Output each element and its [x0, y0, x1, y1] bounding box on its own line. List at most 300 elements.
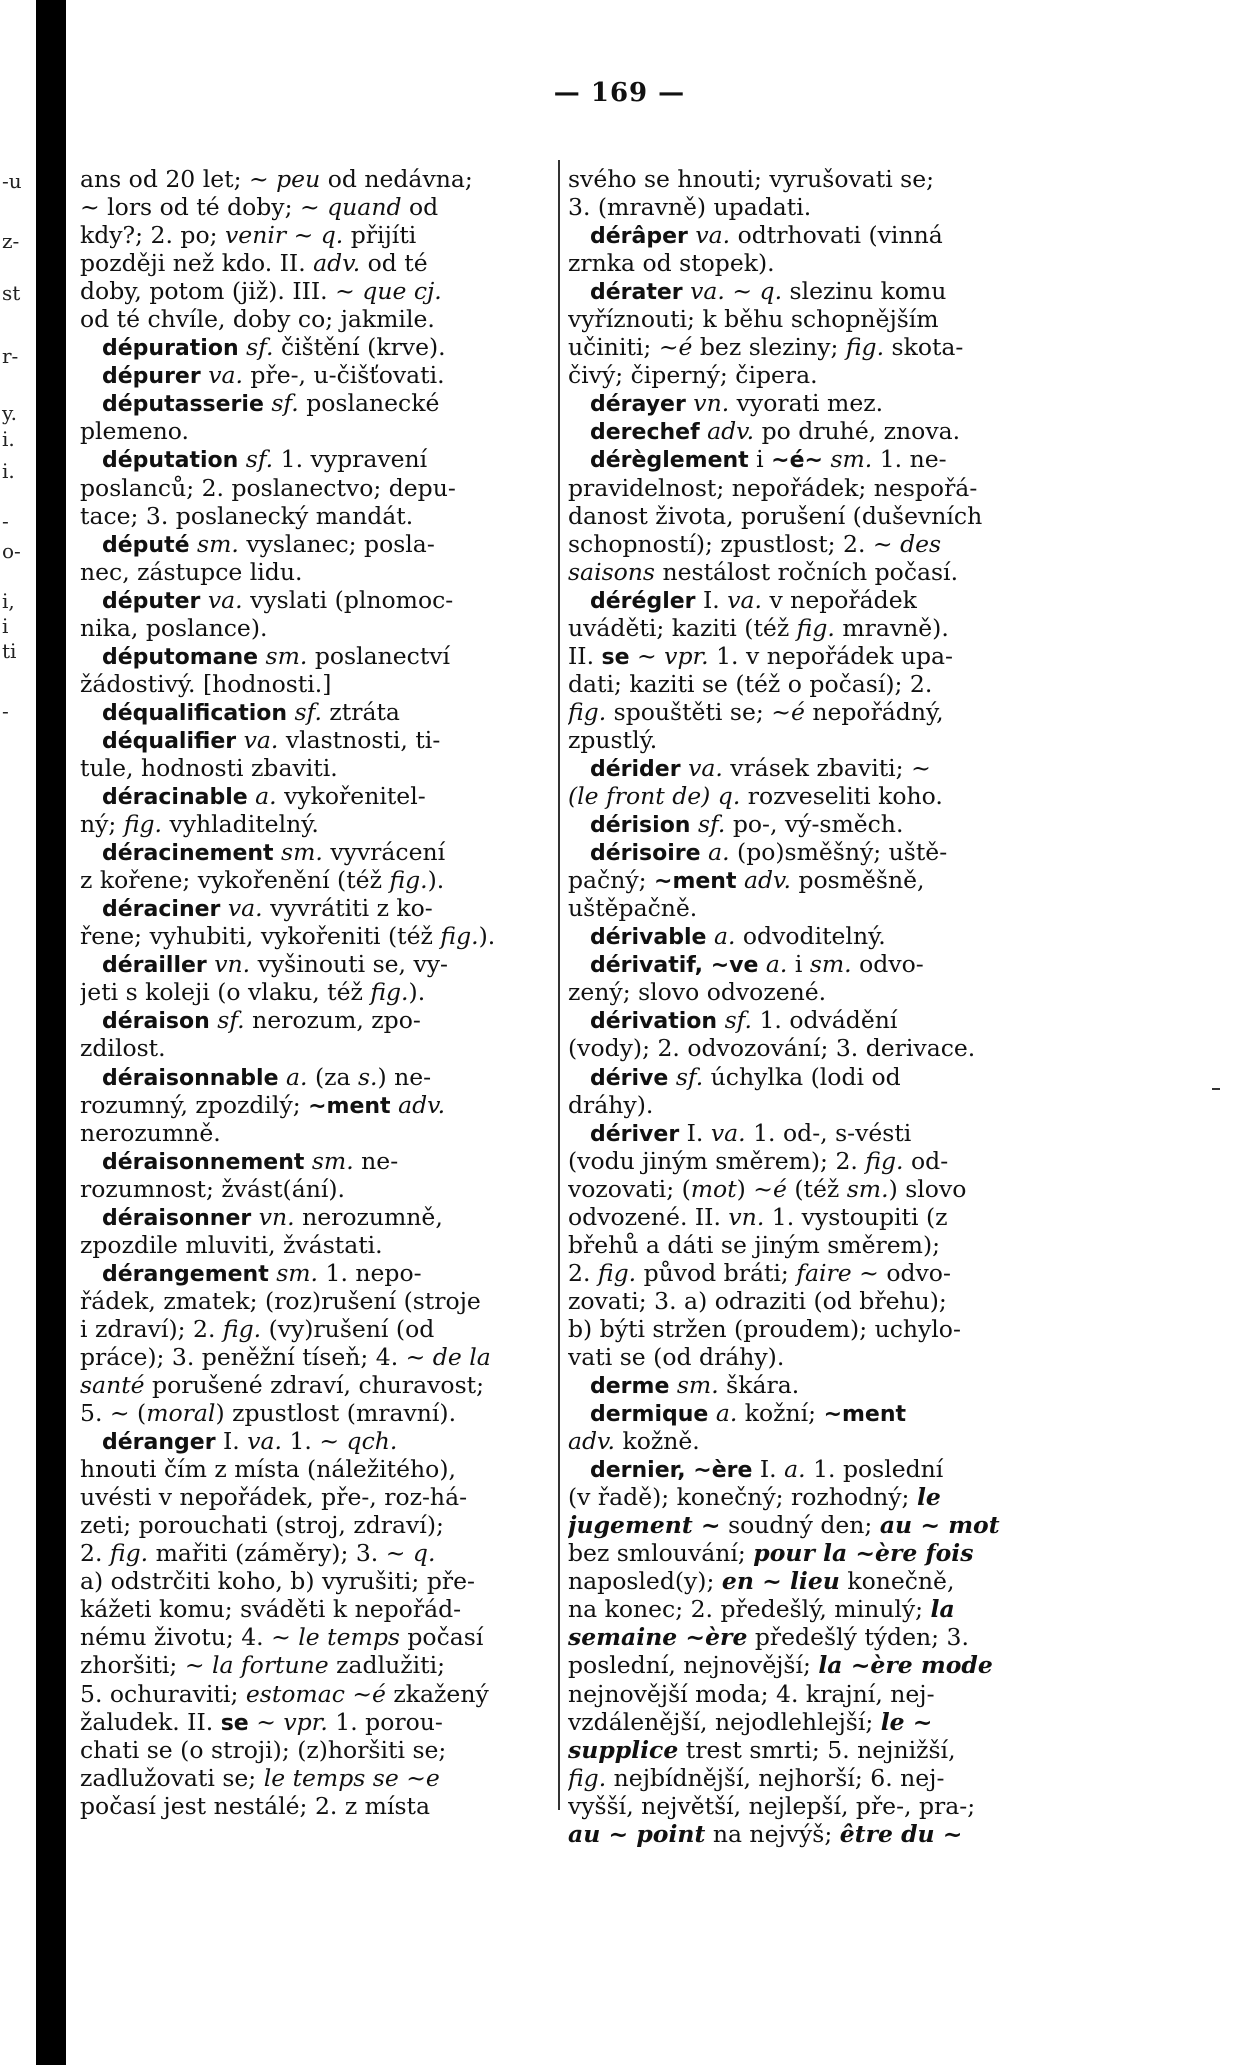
definition-text: kážeti komu; sváděti k nepořád-: [80, 1595, 462, 1624]
definition-text: [669, 1371, 676, 1399]
text-line: [568, 1006, 1063, 1034]
definition-text: ) zpustlost (mravní).: [215, 1399, 457, 1428]
text-line: [80, 1511, 552, 1539]
text-line: [80, 922, 552, 950]
definition-text: 1. vypravení: [273, 445, 428, 474]
definition-text: po druhé, znova.: [754, 417, 961, 446]
grammar-label: sf.: [246, 333, 274, 362]
headword: dérive: [590, 1065, 669, 1091]
headword: déraisonnable: [102, 1065, 279, 1091]
text-line: [80, 1399, 552, 1427]
text-line: [568, 474, 1063, 502]
definition-text: práce); 3. peněžní tíseň; 4.: [80, 1342, 406, 1371]
text-line: [80, 1764, 552, 1792]
definition-text: ).: [427, 866, 445, 895]
definition-text: doby, potom (již). III.: [80, 277, 336, 306]
headword: se: [601, 644, 630, 670]
definition-text: [391, 1091, 398, 1119]
grammar-label: va.: [243, 725, 279, 754]
previous-page-fragment: i,: [2, 589, 15, 613]
grammar-label: fig.: [109, 1539, 149, 1568]
text-line: [80, 1203, 552, 1231]
grammar-label: ~ vpr.: [637, 641, 709, 670]
text-line: [568, 866, 1063, 894]
text-line: [80, 417, 552, 445]
definition-text: ) slovo: [888, 1174, 967, 1203]
text-line: [80, 1315, 552, 1343]
text-line: [80, 389, 552, 417]
text-line: [80, 754, 552, 782]
text-line: [568, 922, 1063, 950]
text-line: [568, 1034, 1063, 1062]
definition-text: rozveseliti koho.: [740, 782, 943, 811]
definition-text: bez smlouvání;: [568, 1539, 754, 1568]
definition-text: [251, 1203, 258, 1231]
grammar-label: va.: [247, 1427, 283, 1456]
definition-text: 2.: [80, 1539, 110, 1568]
definition-text: [200, 586, 207, 614]
definition-text: od té: [360, 249, 428, 278]
headword: dépuration: [102, 336, 239, 362]
previous-page-fragment: o-: [2, 539, 21, 563]
definition-text: pačný;: [568, 866, 655, 895]
text-line: [568, 417, 1063, 445]
definition-text: zovati; 3. a) odraziti (od břehu);: [568, 1286, 947, 1315]
text-line: [568, 1651, 1063, 1679]
headword: députomane: [102, 644, 259, 670]
text-line: [568, 1063, 1063, 1091]
definition-text: poslanectví: [307, 641, 451, 670]
text-line: [80, 1343, 552, 1371]
text-line: [80, 866, 552, 894]
grammar-label: sf.: [271, 389, 299, 418]
definition-text: vyvrácení: [322, 838, 446, 867]
text-line: [568, 810, 1063, 838]
grammar-label: fig.: [796, 613, 835, 642]
grammar-label: fig.: [440, 922, 479, 951]
definition-text: [668, 1063, 675, 1091]
grammar-label: adv.: [313, 249, 361, 278]
grammar-label: sf.: [245, 445, 274, 474]
grammar-label: fig.: [845, 333, 885, 362]
previous-page-fragment: i.: [2, 427, 15, 451]
definition-text: žaludek. II.: [80, 1707, 221, 1736]
definition-text: I.: [695, 585, 728, 614]
text-line: [568, 333, 1063, 361]
grammar-label: va.: [227, 894, 263, 923]
text-line: [568, 726, 1063, 754]
definition-text: později než kdo. II.: [80, 249, 314, 278]
headword: dérivable: [590, 925, 707, 951]
previous-page-fragment: -u: [2, 169, 22, 193]
headword: dérâper: [590, 224, 688, 250]
definition-text: na konec; 2. předešlý, minulý;: [568, 1595, 931, 1624]
text-line: [568, 782, 1063, 810]
text-line: [568, 1623, 1063, 1651]
definition-text: vyorati mez.: [729, 389, 884, 418]
text-line: [568, 193, 1063, 221]
definition-text: vyšší, největší, nejlepší, pře-, pra-;: [568, 1791, 976, 1820]
definition-text: ~ lors od té doby;: [80, 193, 300, 222]
definition-text: vzdálenější, nejodlehlejší;: [568, 1707, 881, 1736]
previous-page-fragment: z-: [2, 229, 20, 253]
text-line: [568, 1119, 1063, 1147]
definition-text: zeti; porouchati (stroj, zdraví);: [80, 1511, 444, 1540]
phrase-example: supplice: [568, 1735, 679, 1764]
headword: ~ment: [823, 1402, 907, 1428]
text-line: [568, 1567, 1063, 1595]
text-line: [568, 1483, 1063, 1511]
text-line: [80, 1595, 552, 1623]
headword: déqualification: [102, 700, 288, 726]
definition-text: vyslanec; posla-: [238, 529, 435, 558]
text-line: [568, 305, 1063, 333]
previous-page-fragment: y.: [2, 401, 17, 425]
definition-text: slezinu komu: [782, 277, 947, 306]
definition-text: zadlužiti;: [328, 1651, 446, 1680]
grammar-label: sf.: [675, 1062, 704, 1091]
margin-mark: [1212, 1088, 1220, 1090]
grammar-label: sm.: [846, 1174, 889, 1203]
text-line: [80, 361, 552, 389]
headword: déqualifier: [102, 728, 237, 754]
definition-text: jeti s koleji (o vlaku, též: [80, 978, 371, 1007]
text-line: [80, 1371, 552, 1399]
definition-text: 1. porou-: [327, 1707, 443, 1736]
definition-text: hnouti čím z místa (náležitého),: [80, 1455, 456, 1484]
text-line: [80, 1091, 552, 1119]
definition-text: (vodu jiným směrem); 2.: [568, 1146, 866, 1175]
definition-text: [630, 642, 637, 670]
headword: dérèglement: [590, 448, 749, 474]
definition-text: plemeno.: [80, 417, 189, 446]
headword: dernier, ~ère: [590, 1458, 753, 1484]
grammar-label: sm.: [265, 641, 308, 670]
definition-text: a) odstrčiti koho, b) vyrušiti; pře-: [80, 1567, 475, 1596]
definition-text: 1. vystoupiti (z: [764, 1202, 948, 1231]
text-line: [568, 1203, 1063, 1231]
grammar-label: ~ le temps: [271, 1623, 400, 1652]
text-line: [568, 1736, 1063, 1764]
definition-text: nerozumně,: [294, 1202, 443, 1231]
headword: déraciner: [102, 897, 221, 923]
definition-text: od té chvíle, doby co; jakmile.: [80, 305, 435, 334]
headword: dermique: [590, 1402, 709, 1428]
text-line: [80, 333, 552, 361]
text-line: [80, 642, 552, 670]
definition-text: nepořádný,: [804, 697, 944, 726]
definition-text: vykořenitel-: [276, 782, 426, 811]
definition-text: uvésti v nepořádek, pře-, roz-há-: [80, 1483, 468, 1512]
definition-text: od-: [903, 1146, 949, 1175]
definition-text: nerozum, zpo-: [244, 1006, 421, 1035]
headword: dérailler: [102, 953, 207, 979]
text-line: [568, 586, 1063, 614]
phrase-example: semaine ~ère: [568, 1623, 748, 1652]
definition-text: čivý; čiperný; čipera.: [568, 361, 818, 390]
text-line: [80, 305, 552, 333]
definition-text: 1. odvádění: [751, 1006, 898, 1035]
definition-text: poslední, nejnovější;: [568, 1651, 819, 1680]
definition-text: I.: [679, 1118, 711, 1147]
grammar-label: sf.: [294, 697, 322, 726]
text-line: [568, 165, 1063, 193]
text-line: [80, 894, 552, 922]
phrase-example: au ~ point: [568, 1819, 706, 1848]
definition-text: kdy?; 2. po;: [80, 221, 226, 250]
definition-text: 1. v nepořádek upa-: [708, 641, 953, 670]
definition-text: chati se (o stroji); (z)horšiti se;: [80, 1735, 447, 1764]
definition-text: [717, 1006, 724, 1034]
grammar-label: a.: [713, 922, 736, 951]
text-line: [80, 782, 552, 810]
text-line: [568, 1371, 1063, 1399]
definition-text: [190, 530, 197, 558]
grammar-label: ~ de la: [405, 1342, 491, 1371]
dictionary-column-left: [80, 165, 552, 1820]
phrase-example: au ~ mot: [879, 1511, 1000, 1540]
definition-text: zrnka od stopek).: [568, 249, 775, 278]
definition-text: uváděti; kaziti (též: [568, 613, 797, 642]
text-line: [80, 1792, 552, 1820]
grammar-label: faire ~: [796, 1258, 879, 1287]
text-line: [568, 1399, 1063, 1427]
previous-page-fragment: i.: [2, 459, 15, 483]
definition-text: dati; kaziti se (též o počasí); 2.: [568, 669, 933, 698]
text-line: [568, 221, 1063, 249]
text-line: [80, 558, 552, 586]
definition-text: ztráta: [321, 697, 400, 726]
phrase-example: le ~: [880, 1707, 933, 1736]
definition-text: vyšinouti se, vy-: [250, 950, 448, 979]
definition-text: [238, 445, 245, 473]
definition-text: [236, 726, 243, 754]
grammar-label: va.: [695, 221, 731, 250]
definition-text: (po)směšný; uště-: [729, 838, 948, 867]
definition-text: zkažený: [385, 1679, 489, 1708]
text-line: [568, 361, 1063, 389]
headword: députasserie: [102, 392, 264, 418]
headword: ~ment: [308, 1093, 391, 1119]
text-line: [80, 1623, 552, 1651]
grammar-label: fig.: [123, 810, 162, 839]
grammar-label: ~ q.: [385, 1539, 436, 1568]
definition-text: 2.: [568, 1258, 598, 1287]
definition-text: naposled(y);: [568, 1567, 722, 1596]
previous-page-fragment: r-: [2, 344, 19, 368]
definition-text: zhoršiti;: [80, 1651, 185, 1680]
definition-text: 3. (mravně) upadati.: [568, 193, 812, 222]
headword: derme: [590, 1374, 670, 1400]
grammar-label: sf.: [724, 1006, 752, 1035]
grammar-label: sm.: [197, 529, 239, 558]
definition-text: [304, 1147, 311, 1175]
definition-text: žádostivý. [hodnosti.]: [80, 669, 332, 698]
text-line: [80, 1034, 552, 1062]
text-line: [568, 1175, 1063, 1203]
headword: dérégler: [590, 588, 696, 614]
text-line: [80, 221, 552, 249]
grammar-label: ~ qch.: [319, 1427, 398, 1456]
grammar-label: sm.: [276, 1258, 319, 1287]
text-line: [568, 502, 1063, 530]
definition-text: [239, 333, 246, 361]
definition-text: (vody); 2. odvozování; 3. derivace.: [568, 1034, 976, 1063]
definition-text: I.: [752, 1455, 785, 1484]
grammar-label: a.: [255, 782, 277, 811]
text-line: [80, 1175, 552, 1203]
definition-text: nejbídnější, nejhorší; 6. nej-: [606, 1763, 945, 1792]
definition-text: i: [748, 445, 772, 474]
definition-text: [287, 698, 294, 726]
definition-text: porušené zdraví, churavost;: [144, 1371, 484, 1400]
grammar-label: fig.: [597, 1258, 637, 1287]
definition-text: vyhladitelný.: [162, 810, 319, 839]
grammar-label: ~é: [771, 697, 805, 726]
phrase-example: être du ~: [839, 1819, 963, 1848]
definition-text: počasí jest nestálé; 2. z místa: [80, 1791, 430, 1820]
text-line: [80, 978, 552, 1006]
text-line: [568, 1091, 1063, 1119]
headword: député: [102, 532, 190, 558]
page-right-edge: [1230, 0, 1239, 2065]
definition-text: zpustlý.: [568, 725, 658, 754]
text-line: [80, 1231, 552, 1259]
previous-page-fragment: st: [2, 281, 21, 305]
text-line: [568, 1511, 1063, 1539]
grammar-label: santé: [80, 1371, 145, 1400]
previous-page-edge: [0, 0, 36, 2065]
definition-text: 1.: [282, 1427, 320, 1456]
definition-text: ný;: [80, 810, 124, 839]
headword: ~ment: [654, 869, 737, 895]
text-line: [80, 1119, 552, 1147]
definition-text: poslanecké: [298, 389, 440, 418]
definition-text: 5. ~ (: [80, 1399, 147, 1428]
phrase-example: la: [930, 1595, 955, 1624]
text-line: [80, 1567, 552, 1595]
text-line: [80, 445, 552, 473]
text-line: [80, 586, 552, 614]
grammar-label: sf.: [697, 810, 726, 839]
grammar-label: a.: [715, 1399, 738, 1428]
grammar-label: ~ la fortune: [184, 1651, 329, 1680]
grammar-label: a.: [784, 1455, 806, 1484]
text-line: [568, 754, 1063, 782]
text-line: [80, 1680, 552, 1708]
definition-text: původ bráti;: [636, 1258, 797, 1287]
definition-text: ).: [478, 922, 496, 951]
definition-text: vrásek zbaviti;: [722, 753, 912, 782]
text-line: [568, 1427, 1063, 1455]
grammar-label: adv.: [398, 1090, 446, 1119]
phrase-example: jugement ~: [568, 1511, 721, 1540]
text-line: [80, 1427, 552, 1455]
previous-page-fragment: ti: [2, 639, 17, 663]
text-line: [80, 726, 552, 754]
grammar-label: ~é: [658, 333, 693, 362]
grammar-label: adv.: [568, 1427, 616, 1456]
grammar-label: sm.: [311, 1146, 354, 1175]
definition-text: odvo-: [878, 1258, 951, 1287]
definition-text: danost života, porušení (duševních: [568, 501, 983, 530]
text-line: [568, 389, 1063, 417]
grammar-label: ~é: [753, 1174, 787, 1203]
grammar-label: ~: [911, 753, 931, 782]
definition-text: tace; 3. poslanecký mandát.: [80, 501, 414, 530]
text-line: [80, 165, 552, 193]
definition-text: učiniti;: [568, 333, 659, 362]
headword: se: [220, 1710, 249, 1736]
text-line: [80, 1063, 552, 1091]
headword: dépurer: [102, 364, 201, 390]
grammar-label: sm.: [830, 445, 873, 474]
definition-text: přijíti: [343, 221, 417, 250]
definition-text: nejnovější moda; 4. krajní, nej-: [568, 1679, 935, 1708]
definition-text: [708, 1399, 715, 1427]
definition-text: kožně.: [615, 1427, 700, 1456]
definition-text: ): [736, 1174, 754, 1203]
grammar-label: fig.: [568, 697, 607, 726]
definition-text: konečně,: [839, 1567, 955, 1596]
text-line: [568, 1595, 1063, 1623]
definition-text: dráhy).: [568, 1090, 654, 1119]
definition-text: škára.: [718, 1371, 800, 1400]
book-gutter: [36, 0, 66, 2065]
text-line: [568, 445, 1063, 473]
grammar-label: vn.: [693, 389, 730, 418]
grammar-label: s.: [357, 1062, 378, 1091]
headword: dérisoire: [590, 841, 701, 867]
headword: dérider: [590, 756, 681, 782]
definition-text: řádek, zmatek; (roz)rušení (stroje: [80, 1286, 481, 1315]
definition-text: svého se hnouti; vyrušovati se;: [568, 165, 935, 193]
definition-text: po-, vý-směch.: [725, 810, 904, 839]
definition-text: odvoditelný.: [735, 922, 886, 951]
text-line: [568, 1343, 1063, 1371]
definition-text: čištění (krve).: [273, 333, 446, 362]
phrase-example: le: [916, 1483, 941, 1512]
definition-text: z kořene; vykořenění (též: [80, 866, 390, 895]
definition-text: b) býti stržen (proudem); uchylo-: [568, 1314, 961, 1343]
text-line: [80, 1287, 552, 1315]
grammar-label: fig.: [389, 866, 428, 895]
definition-text: i: [787, 950, 810, 979]
grammar-label: venir ~ q.: [225, 221, 344, 250]
grammar-label: va.: [727, 585, 762, 614]
grammar-label: moral: [146, 1399, 216, 1428]
definition-text: schopností); zpustlost; 2.: [568, 529, 873, 558]
definition-text: [220, 894, 227, 922]
text-line: [568, 1820, 1063, 1848]
grammar-label: va.: [207, 585, 243, 614]
grammar-label: va.: [208, 361, 243, 390]
definition-text: pravidelnost; nepořádek; nespořá-: [568, 473, 978, 502]
definition-text: (za: [307, 1062, 358, 1091]
phrase-example: en ~ lieu: [721, 1567, 840, 1596]
grammar-label: fig.: [568, 1763, 607, 1792]
text-line: [80, 502, 552, 530]
definition-text: [279, 1063, 286, 1091]
headword: déraisonner: [102, 1205, 252, 1231]
definition-text: kožní;: [737, 1399, 824, 1428]
grammar-label: le temps se ~e: [263, 1763, 440, 1792]
definition-text: odvo-: [851, 950, 924, 979]
definition-text: nerozumně.: [80, 1118, 221, 1147]
text-line: [80, 1708, 552, 1736]
headword: députation: [102, 448, 239, 474]
definition-text: v nepořádek: [761, 585, 917, 614]
